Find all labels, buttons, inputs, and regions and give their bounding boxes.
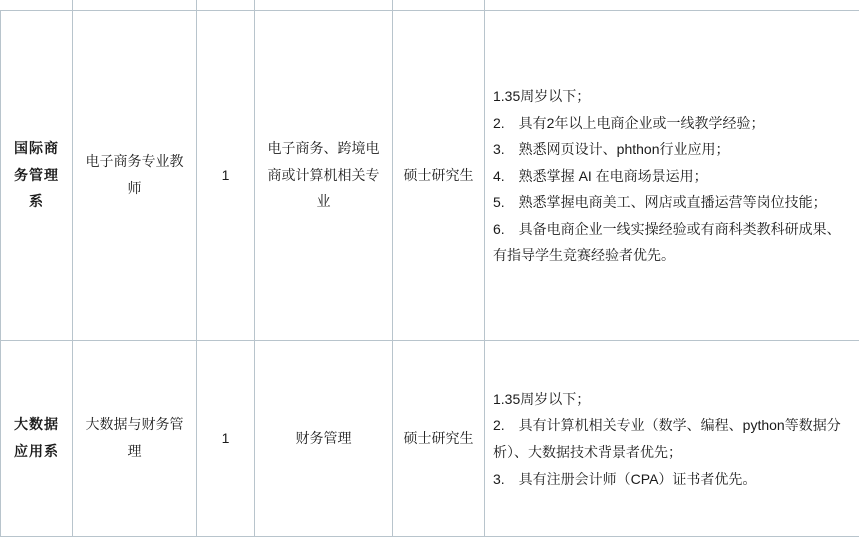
cell-headcount: 1 xyxy=(197,10,255,340)
table-row xyxy=(1,10,859,340)
cell-headcount: 1 xyxy=(197,340,255,536)
requirement-line: 6. 具备电商企业一线实操经验或有商科类教科研成果、有指导学生竞赛经验者优先。 xyxy=(493,220,841,264)
requirement-line: 2. 具有计算机相关专业（数学、编程、python等数据分析）、大数据技术背景者优先； xyxy=(493,417,841,460)
partial-cell-major xyxy=(255,0,393,10)
cell-requirements xyxy=(485,340,859,536)
requirement-line: 1.35周岁以下； xyxy=(493,87,591,104)
requirement-line: 2. 具有2年以上电商企业或一线教学经验； xyxy=(493,114,765,131)
requirement-line: 3. 具有注册会计师（CPA）证书者优先。 xyxy=(493,470,757,487)
requirement-line: 5. 熟悉掌握电商美工、网店或直播运营等岗位技能； xyxy=(493,194,827,211)
cell-department: 国际商务管理系 xyxy=(1,10,73,340)
requirement-line: 3. 熟悉网页设计、phthon行业应用； xyxy=(493,141,730,158)
cell-degree: 硕士研究生 xyxy=(393,10,485,340)
cell-position: 大数据与财务管理 xyxy=(73,340,197,536)
partial-cell-degree xyxy=(393,0,485,10)
partial-cell-dept xyxy=(1,0,73,10)
cell-requirements xyxy=(485,10,859,340)
partial-cell-requirements xyxy=(485,0,859,10)
requirement-line: 4. 熟悉掌握 AI 在电商场景运用； xyxy=(493,167,708,184)
cell-major: 电子商务、跨境电商或计算机相关专业 xyxy=(255,10,393,340)
cell-position: 电子商务专业教师 xyxy=(73,10,197,340)
requirement-line: 1.35周岁以下； xyxy=(493,390,591,407)
cell-department: 大数据应用系 xyxy=(1,340,73,536)
partial-cell-post xyxy=(73,0,197,10)
cell-major: 财务管理 xyxy=(255,340,393,536)
cell-degree: 硕士研究生 xyxy=(393,340,485,536)
table-row-partial-top xyxy=(1,0,859,10)
partial-cell-count xyxy=(197,0,255,10)
table-row xyxy=(1,340,859,536)
